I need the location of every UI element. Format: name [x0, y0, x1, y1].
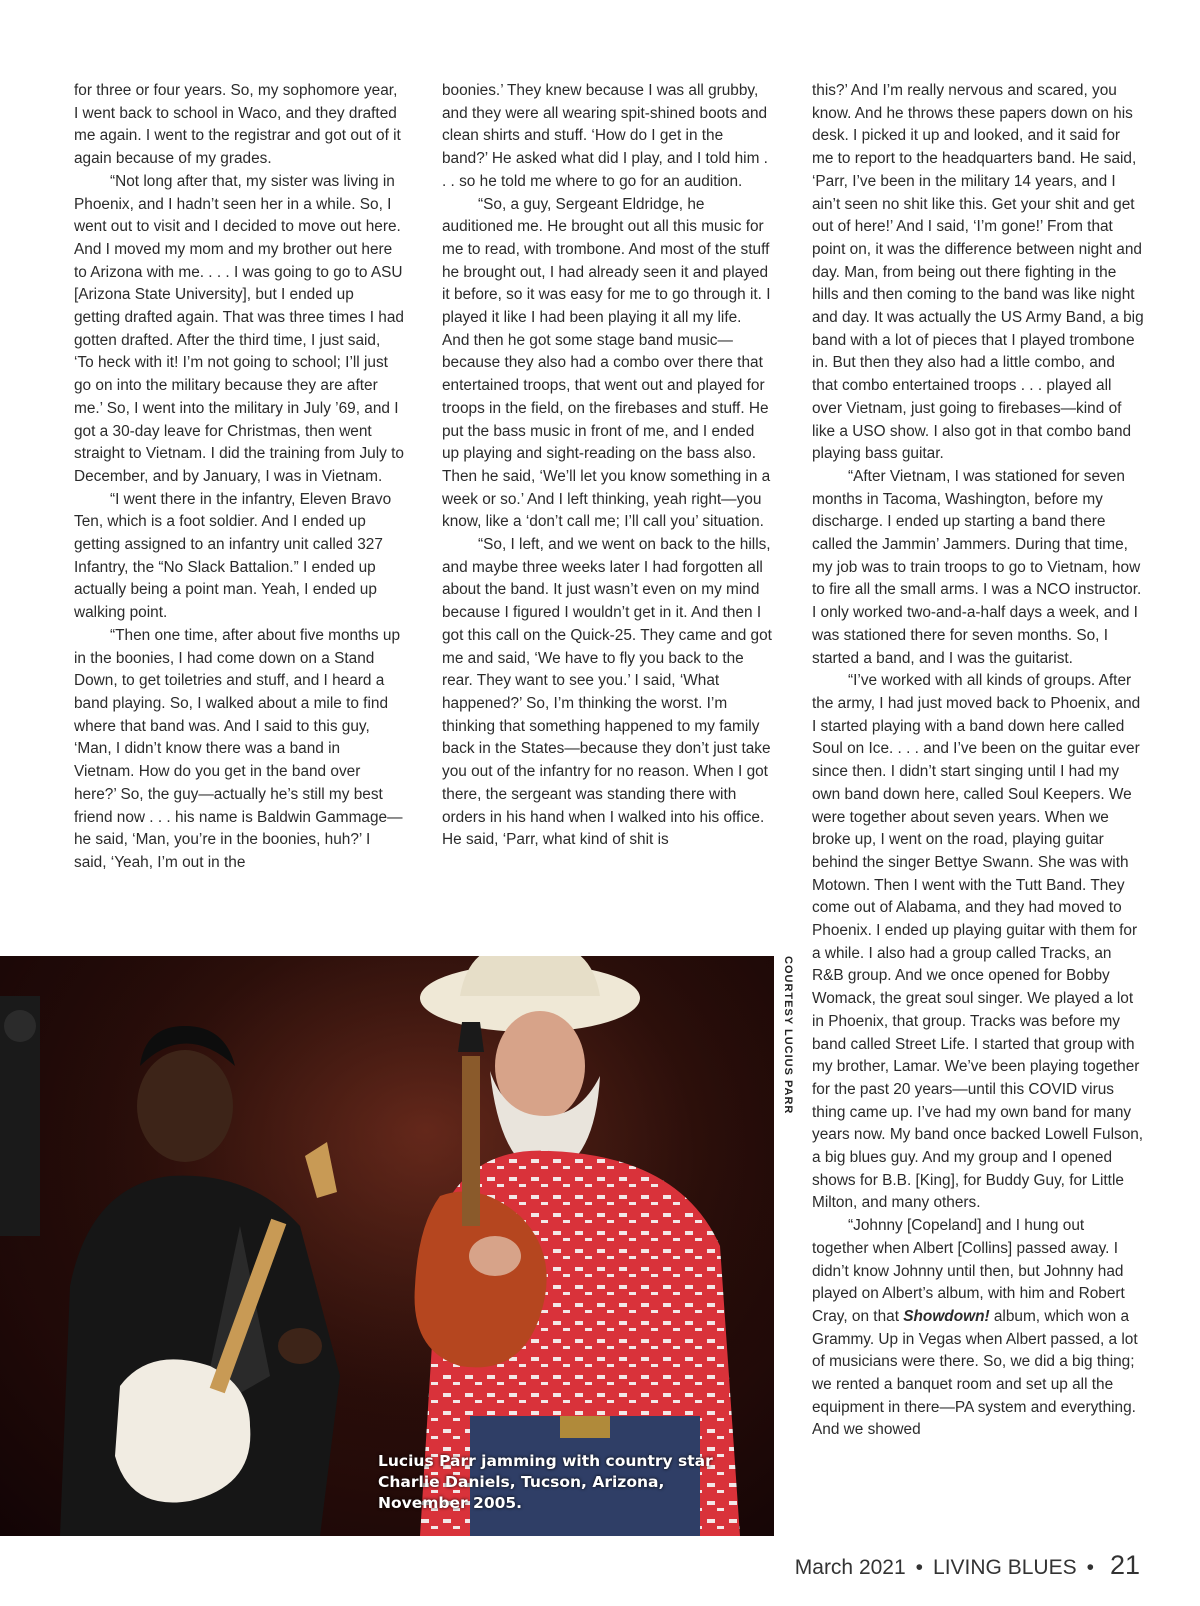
- paragraph: “I’ve worked with all kinds of groups. After the army, I had just moved back to Phoenix, and I started playing with a band down here called Soul on Ice. . . . and I’ve been on the guitar ever since then. I didn’t start singing until I had my own band down here, called Soul Keepers. We were together about seven years. When we broke up, I went on the road, playing guitar behind the singer Bettye Swann. She was with Motown. Then I went with the Tutt Band. They come out of Alabama, and they had moved to Phoenix. I ended up playing guitar with them for a while. I also had a group called Tracks, an R&B group. And we once opened for Bobby Womack, the great soul singer. We played a lot in Phoenix, that group. Tracks was before my band called Street Life. I started that group with my brother, Lamar. We’ve been playing together for the past 20 years—until this COVID virus thing came up. I’ve had my own band for many years now. My band once backed Lowell Fulson, a big blues guy. And my group and I opened shows for B.B. [King], for Buddy Guy, for Little Milton, and many others.: [812, 672, 1144, 1212]
- footer-separator: •: [915, 1556, 924, 1579]
- article-column-2: [442, 80, 772, 852]
- paragraph: for three or four years. So, my sophomore year, I went back to school in Waco, and they drafted me again. I went to the registrar and got out of it again because of my grades.: [74, 82, 401, 168]
- photo-credit: COURTESY LUCIUS PARR: [782, 956, 794, 1115]
- issue-date: March 2021: [794, 1556, 906, 1579]
- photo-caption: Lucius Parr jamming with country star Charlie Daniels, Tucson, Arizona, November 2005.: [378, 1452, 713, 1512]
- magazine-name: LIVING BLUES: [933, 1556, 1077, 1579]
- footer-separator: •: [1086, 1556, 1094, 1579]
- paragraph: “Then one time, after about five months up in the boonies, I had come down on a Stand Down, to get toiletries and stuff, and I heard a band playing. So, I walked about a mile to find where that band was. And I said to this guy, ‘Man, I didn’t know there was a band in Vietnam. How do you get in the band over here?’ So, the guy—actually he’s still my best friend now . . . his name is Baldwin Gammage—he said, ‘Man, you’re in the boonies, huh?’ I said, ‘Yeah, I’m out in the: [74, 626, 403, 871]
- concert-photo: [0, 956, 774, 1536]
- paragraph: “So, a guy, Sergeant Eldridge, he auditioned me. He brought out all this music for me to read, with trombone. And most of the stuff he brought out, I had already seen it and played it before, so it was easy for me to go through it. I played it like I had been playing it all my life. And then he got some stage band music—because they also had a combo over there that entertained troops, that went out and played for troops in the field, on the firebases and stuff. He put the bass music in front of me, and I ended up playing and sight-reading on the bass also. Then he said, ‘We’ll let you know something in a week or so.’ And I left thinking, yeah right—you know, like a ‘don’t call me; I’ll call you’ situation.: [442, 195, 771, 531]
- photo-illustration: [0, 956, 774, 1536]
- page-footer: [795, 1550, 1140, 1581]
- album-title: Showdown!: [903, 1307, 990, 1325]
- paragraph: boonies.’ They knew because I was all grubby, and they were all wearing spit-shined boots and clean shirts and stuff. ‘How do I get in the band?’ He asked what did I play, and I told him . . . so he told me where to go for an audition.: [442, 82, 768, 190]
- paragraph: “Johnny [Copeland] and I hung out together when Albert [Collins] passed away. I didn’t know Johnny until then, but Johnny had played on Albert’s album, with him and Robert Cray, on that Showdown! album, which won a Grammy. Up in Vegas when Albert passed, a lot of musicians were there. So, we did a big thing; we rented a banquet room and set up all the equipment in there—PA system and everything. And we showed: [812, 1217, 1138, 1439]
- paragraph: “So, I left, and we went on back to the hills, and maybe three weeks later I had forgotten all about the band. It just wasn’t even on my mind because I figured I wouldn’t get in it. And then I got this call on the Quick-25. They came and got me and said, ‘We have to fly you back to the rear. They want to see you.’ I said, ‘What happened?’ So, I’m thinking the worst. I’m thinking that something happened to my family back in the States—because they don’t just take you out of the infantry for no reason. When I got there, the sergeant was standing there with orders in his hand when I walked into his office. He said, ‘Parr, what kind of shit is: [442, 536, 772, 849]
- page-number: 21: [1109, 1550, 1140, 1580]
- article-column-1: [74, 80, 404, 875]
- article-column-3: [812, 80, 1144, 1442]
- paragraph: “I went there in the infantry, Eleven Bravo Ten, which is a foot soldier. And I ended up getting assigned to an infantry unit called 327 Infantry, the “No Slack Battalion.” I ended up actually being a point man. Yeah, I ended up walking point.: [74, 490, 392, 622]
- paragraph: “After Vietnam, I was stationed for seven months in Tacoma, Washington, before my discharge. I ended up starting a band there called the Jammin’ Jammers. During that time, my job was to train troops to go to Vietnam, how to fire all the small arms. I was a NCO instructor. I only worked two-and-a-half days a week, and I was stationed there for seven months. So, I started a band, and I was the guitarist.: [812, 467, 1142, 667]
- paragraph: “Not long after that, my sister was living in Phoenix, and I hadn’t seen her in a while. So, I went out to visit and I decided to move out here. And I moved my mom and my brother out here to Arizona with me. . . . I was going to go to ASU [Arizona State University], but I ended up getting drafted again. That was three times I had gotten drafted. After the third time, I just said, ‘To heck with it! I’m not going to school; I’ll just go on into the military because they are after me.’ So, I went into the military in July ’69, and I got a 30-day leave for Christmas, then went straight to Vietnam. I did the training from July to December, and by January, I was in Vietnam.: [74, 172, 404, 485]
- paragraph: this?’ And I’m really nervous and scared, you know. And he throws these papers down on his desk. I picked it up and looked, and it said for me to report to the headquarters band. He said, ‘Parr, I’ve been in the military 14 years, and I ain’t seen no shit like this. Get your shit and get out of here!’ And I said, ‘I’m gone!’ From that point on, it was the difference between night and day. Man, from being out there fighting in the hills and then coming to the band was like night and day. It was actually the US Army Band, a big band with a lot of pieces that I played trombone in. But then they also had a little combo, and that combo entertained troops . . . played all over Vietnam, just going to firebases—kind of like a USO show. I also got in that combo band playing bass guitar.: [812, 82, 1144, 463]
